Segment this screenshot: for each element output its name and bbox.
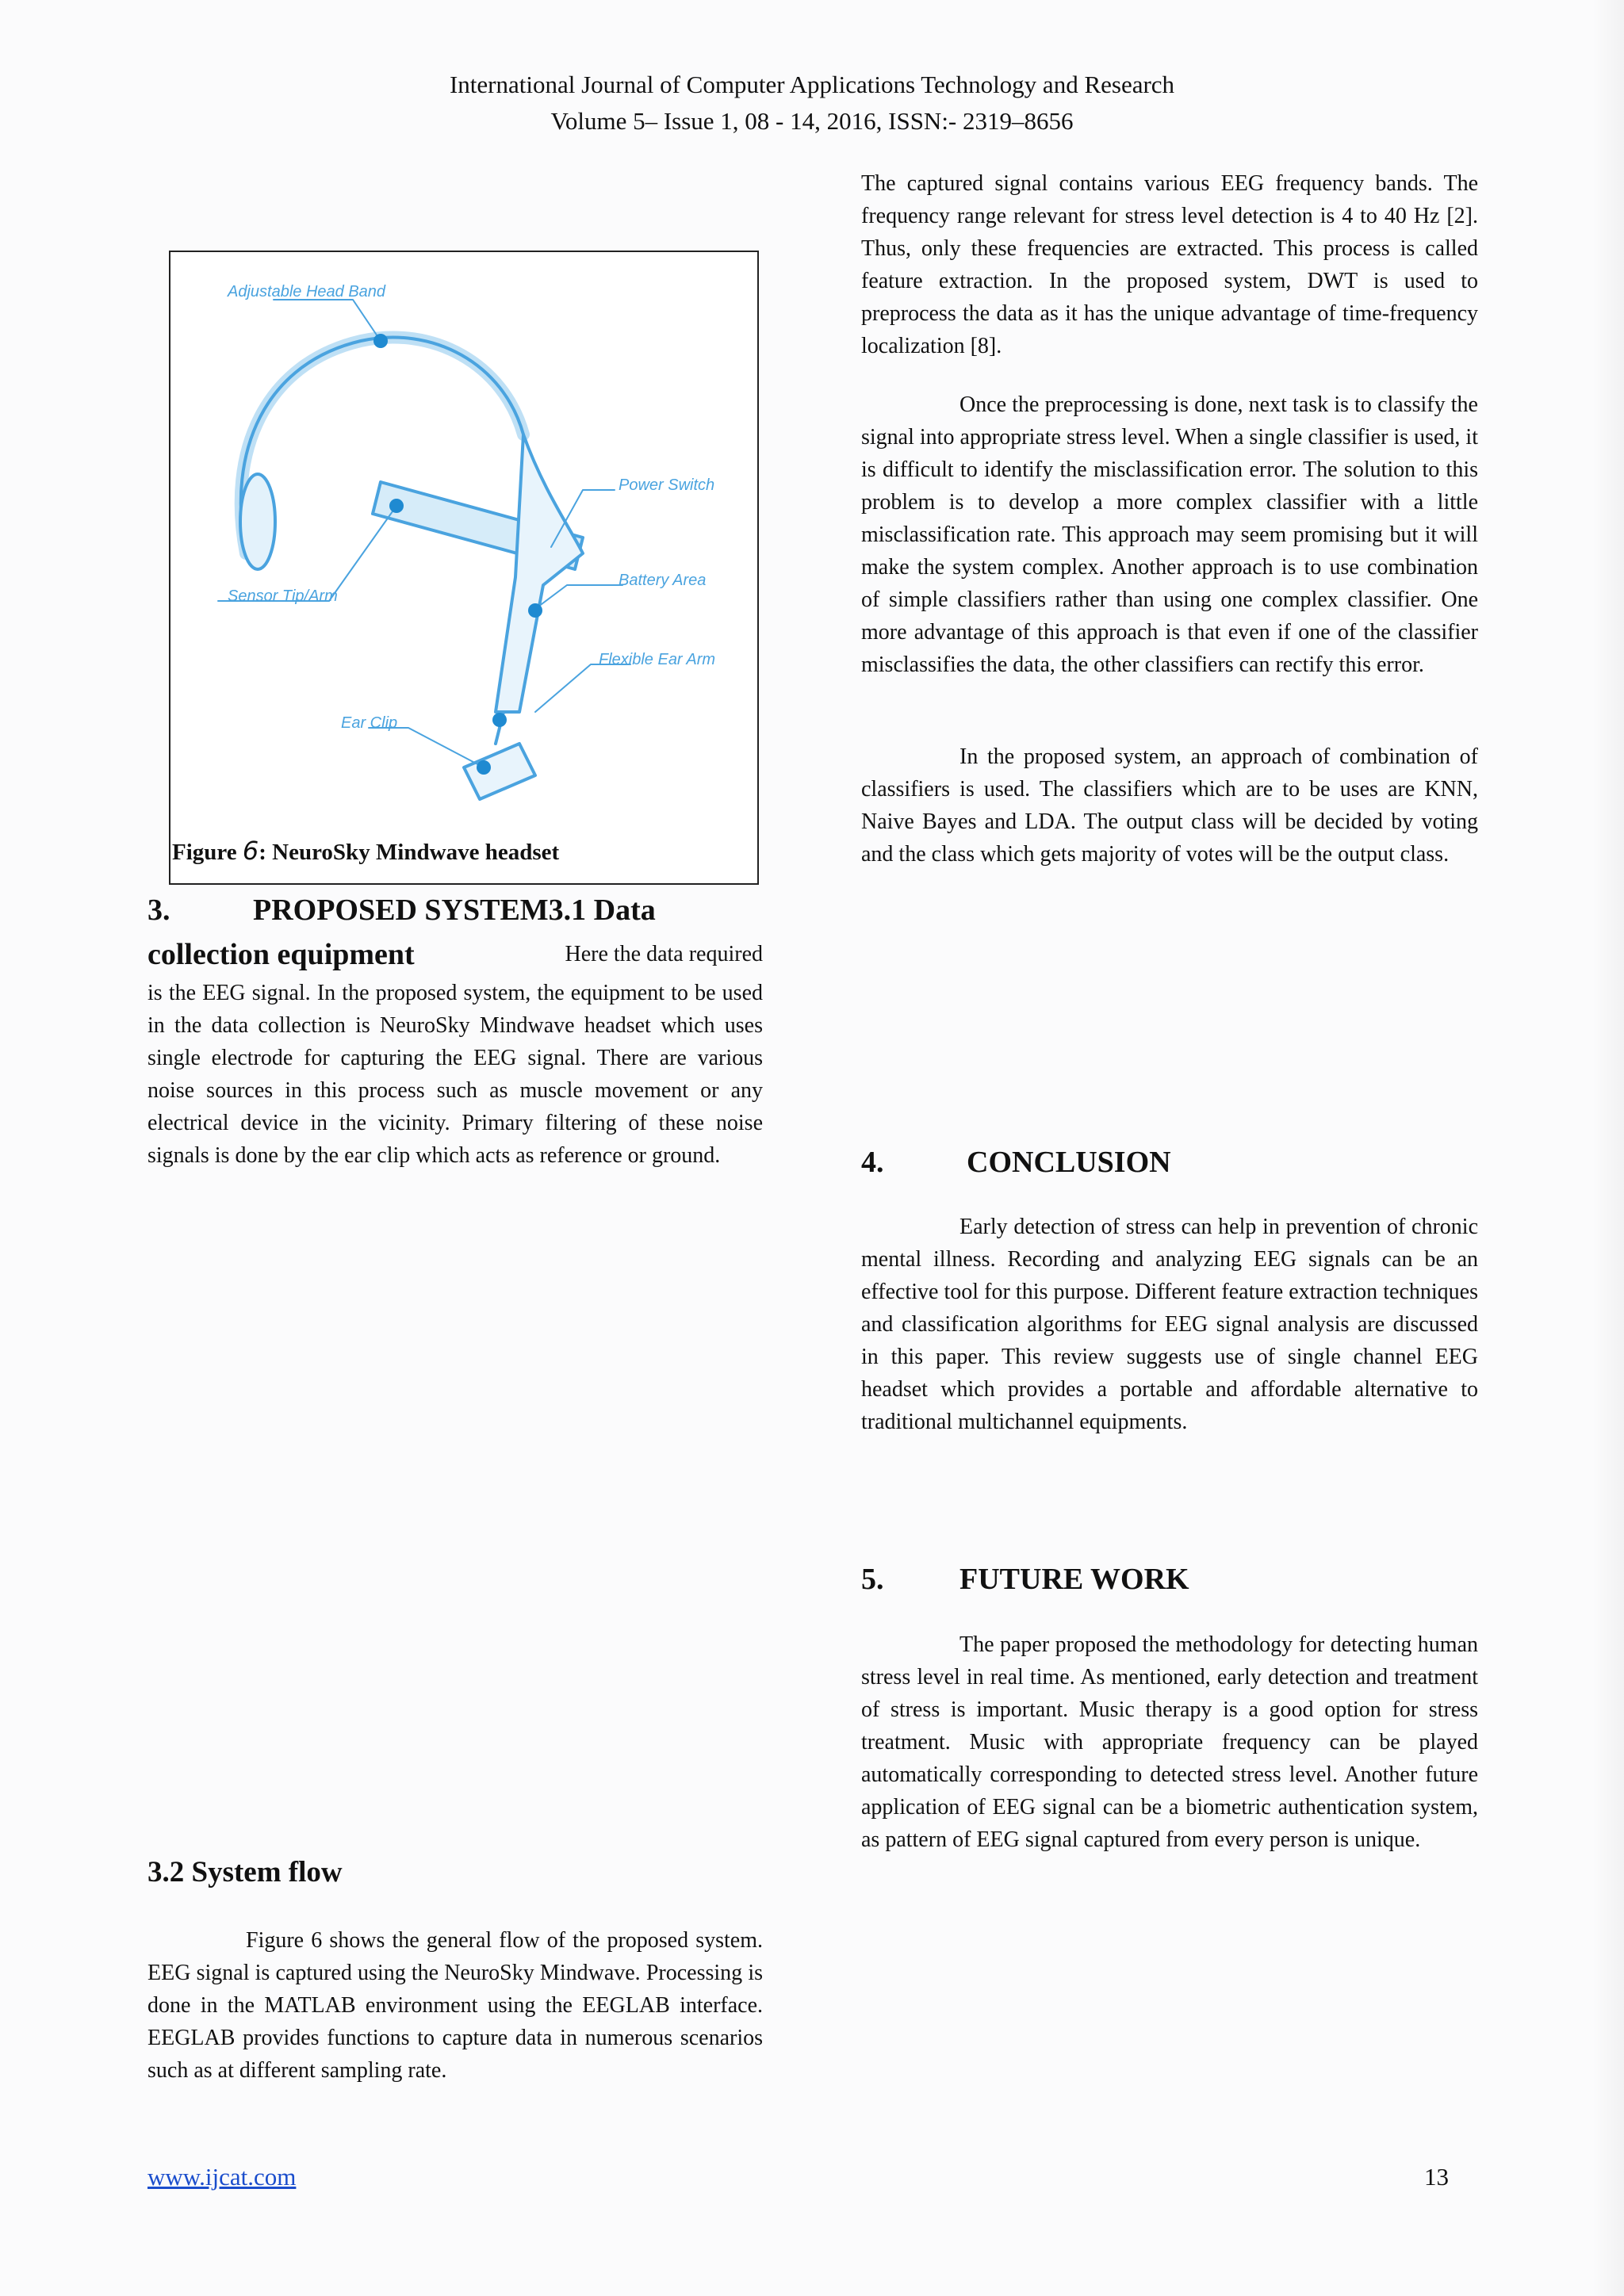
section-4-paragraph: Early detection of stress can help in prevention of chronic mental illness. Recording and analyzing EEG signals can be an effective tool for this purpose. Different feature extraction techniques and classification algorithms for EEG signal analysis are discussed in this paper. This review suggests use of single channel EEG headset which provides a portable and affordable alternative to traditional multichannel equipments. [861, 1215, 1478, 1434]
label-sensor-tip: Sensor Tip/Arm [228, 587, 338, 605]
section-5-paragraph: The paper proposed the methodology for detecting human stress level in real time. As mentioned, early detection and treatment of stress is important. Music therapy is a good option for stress treatment. Music with appropriate frequency can be played automatically corresponding to detected stress level. Another future application of EEG signal can be a biometric authentication system, as pattern of EEG signal captured from every person is unique. [861, 1632, 1478, 1852]
section-31-paragraph: is the EEG signal. In the proposed system, the equipment to be used in the data collection is NeuroSky Mindwave headset which uses single electrode for capturing the EEG signal. There are various noise sources in this process such as muscle movement or any electrical device in the vicinity. Primary filtering of these noise signals is done by the ear clip which acts as reference or ground. [147, 981, 763, 1168]
journal-title: International Journal of Computer Applications Technology and Research [449, 71, 1175, 98]
section-3-heading: 3. PROPOSED SYSTEM3.1 Data [147, 894, 656, 927]
journal-header [0, 67, 1624, 140]
section-4-heading: 4. CONCLUSION [861, 1146, 1171, 1179]
journal-website-link[interactable]: www.ijcat.com [147, 2163, 297, 2191]
right-paragraph-2: Once the preprocessing is done, next task is to classify the signal into appropriate stress level. When a single classifier is used, it is difficult to identify the misclassification error. The solution to this problem is to develop a more complex classifier with a little misclassification rate. This approach may seem promising but it will make the system complex. Another approach is to use combination of simple classifiers rather than using one complex classifier. One more advantage of this approach is that even if one of the classifier misclassifies the data, the other classifiers can rectify this error. [861, 392, 1478, 677]
headset-illustration [170, 252, 760, 886]
label-power-switch: Power Switch [619, 476, 715, 494]
section-31-heading: collection equipment [147, 938, 415, 971]
label-flexible-ear-arm: Flexible Ear Arm [599, 651, 716, 668]
journal-volume: Volume 5– Issue 1, 08 - 14, 2016, ISSN:- 2319–8656 [550, 107, 1074, 135]
right-paragraph-3: In the proposed system, an approach of combination of classifiers is used. The classifiers which are to be uses are KNN, Naive Bayes and LDA. The output class will be decided by voting and the class which gets majority of votes will be the output class. [861, 744, 1478, 867]
figure-headset [169, 251, 759, 885]
section-3 [147, 888, 763, 1172]
section-32-heading: 3.2 System flow [147, 1856, 343, 1888]
section-31-para-start: Here the data required [565, 942, 763, 966]
right-paragraph-1: The captured signal contains various EEG frequency bands. The frequency range relevant for stress level detection is 4 to 40 Hz [2]. Thus, only these frequencies are extracted. This process is called feature extraction. In the proposed system, DWT is used to preprocess the data as it has the unique advantage of time-frequency localization [8]. [861, 171, 1478, 358]
section-32-paragraph: Figure 6 shows the general flow of the proposed system. EEG signal is captured using the NeuroSky Mindwave. Processing is done in the MATLAB environment using the EEGLAB interface. EEGLAB provides functions to capture data in numerous scenarios such as at different sampling rate. [147, 1928, 763, 2083]
label-ear-clip: Ear Clip [341, 714, 398, 732]
page-number: 13 [1424, 2163, 1449, 2191]
section-32 [147, 1854, 763, 1892]
figure-number: 6 [242, 836, 259, 866]
label-head-band: Adjustable Head Band [228, 283, 386, 300]
label-battery-area: Battery Area [619, 572, 707, 589]
figure-caption: Figure 6: NeuroSky Mindwave headset [172, 836, 560, 866]
page-edge-shadow [1592, 0, 1624, 2296]
section-5-heading: 5. FUTURE WORK [861, 1563, 1189, 1596]
